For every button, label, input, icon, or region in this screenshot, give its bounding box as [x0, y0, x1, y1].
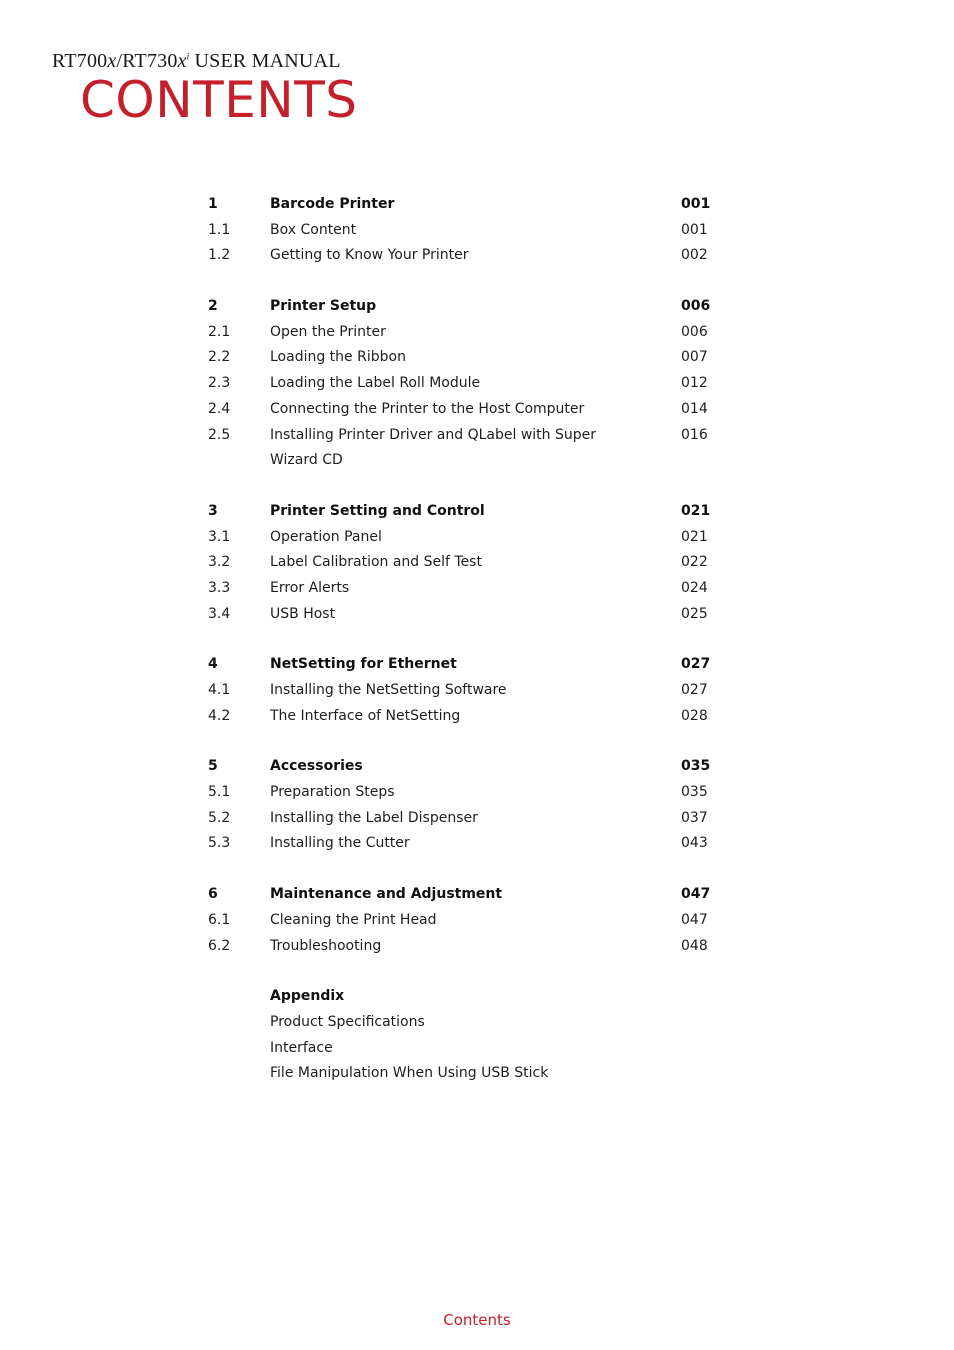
toc-chapter-row[interactable] — [208, 984, 728, 1010]
toc-item-row[interactable] — [208, 397, 728, 423]
chapter-number: 5 — [208, 758, 218, 775]
toc-chapter-row[interactable] — [208, 294, 728, 320]
toc-item-row[interactable] — [208, 780, 728, 806]
item-title: Installing the NetSetting Software — [270, 682, 507, 699]
table-of-contents — [208, 192, 728, 1112]
page-number: 047 — [681, 911, 708, 928]
toc-section — [208, 754, 728, 857]
model-name-2: RT730 — [122, 50, 178, 72]
toc-chapter-row[interactable] — [208, 192, 728, 218]
toc-chapter-row[interactable] — [208, 652, 728, 678]
toc-item-row[interactable] — [208, 345, 728, 371]
toc-item-row[interactable] — [208, 423, 728, 474]
item-title: Interface — [270, 1039, 333, 1056]
toc-section — [208, 294, 728, 474]
toc-item-row[interactable] — [208, 550, 728, 576]
toc-item-row[interactable] — [208, 320, 728, 346]
page-number: 048 — [681, 937, 708, 954]
item-number: 6.1 — [208, 911, 231, 928]
toc-chapter-row[interactable] — [208, 499, 728, 525]
model-suffix-2: x — [177, 50, 187, 72]
toc-item-row[interactable] — [208, 243, 728, 269]
chapter-number: 4 — [208, 656, 218, 673]
page-title: CONTENTS — [80, 71, 358, 129]
item-title: Loading the Ribbon — [270, 349, 406, 366]
footer-label: Contents — [443, 1311, 511, 1329]
toc-item-row[interactable] — [208, 806, 728, 832]
page-number: 022 — [681, 554, 708, 571]
page-number: 025 — [681, 605, 708, 622]
page-number: 028 — [681, 707, 708, 724]
chapter-title: Maintenance and Adjustment — [270, 886, 503, 903]
toc-section — [208, 882, 728, 959]
item-title: Installing the Cutter — [270, 835, 410, 852]
toc-item-row[interactable] — [208, 831, 728, 857]
page-number: 001 — [681, 196, 711, 212]
item-title: Getting to Know Your Printer — [270, 247, 469, 264]
chapter-title: Barcode Printer — [270, 196, 395, 212]
item-number: 2.3 — [208, 375, 231, 392]
item-title: The Interface of NetSetting — [270, 707, 461, 724]
page-number: 047 — [681, 886, 711, 903]
chapter-number: 3 — [208, 502, 218, 519]
item-title: Error Alerts — [270, 579, 350, 596]
item-number: 6.2 — [208, 937, 231, 954]
chapter-title: Printer Setup — [270, 298, 377, 315]
page-number: 014 — [681, 400, 708, 417]
page-number: 043 — [681, 835, 708, 852]
item-title: Installing the Label Dispenser — [270, 809, 478, 826]
item-number: 4.2 — [208, 707, 231, 724]
toc-item-row[interactable] — [208, 371, 728, 397]
item-title: Connecting the Printer to the Host Computer — [270, 400, 585, 417]
chapter-title: Appendix — [270, 988, 345, 1005]
page-number: 035 — [681, 758, 711, 775]
page-number: 012 — [681, 375, 708, 392]
item-number: 2.1 — [208, 323, 231, 340]
item-number: 2.2 — [208, 349, 231, 366]
item-number: 1.1 — [208, 221, 231, 238]
page-number: 027 — [681, 656, 711, 673]
toc-section — [208, 192, 728, 269]
manual-label: USER MANUAL — [189, 50, 341, 72]
page-number: 024 — [681, 579, 708, 596]
toc-item-row[interactable] — [208, 1010, 728, 1036]
model-mark: i — [186, 51, 190, 62]
page-number: 021 — [681, 502, 711, 519]
item-title: Box Content — [270, 221, 357, 238]
model-name-1: RT700 — [52, 50, 108, 72]
item-title: Product Specifications — [270, 1013, 425, 1030]
item-title: Troubleshooting — [270, 937, 382, 954]
item-number: 3.4 — [208, 605, 231, 622]
chapter-number: 2 — [208, 298, 218, 315]
toc-item-row[interactable] — [208, 908, 728, 934]
page-number: 035 — [681, 784, 708, 801]
item-title: Loading the Label Roll Module — [270, 375, 481, 392]
item-number: 2.5 — [208, 426, 231, 443]
item-title: Open the Printer — [270, 323, 386, 340]
item-title: Preparation Steps — [270, 784, 395, 801]
page-number: 016 — [681, 426, 708, 443]
toc-item-row[interactable] — [208, 934, 728, 960]
toc-item-row[interactable] — [208, 602, 728, 628]
item-title: Cleaning the Print Head — [270, 911, 437, 928]
toc-item-row[interactable] — [208, 576, 728, 602]
item-number: 5.2 — [208, 809, 231, 826]
model-separator: / — [116, 50, 123, 72]
page-number: 007 — [681, 349, 708, 366]
chapter-title: NetSetting for Ethernet — [270, 656, 457, 673]
page-number: 006 — [681, 298, 711, 315]
item-number: 1.2 — [208, 247, 231, 264]
item-number: 2.4 — [208, 400, 231, 417]
model-suffix-1: x — [107, 50, 117, 72]
chapter-number: 1 — [208, 196, 218, 212]
item-number: 3.3 — [208, 579, 231, 596]
toc-item-row[interactable] — [208, 704, 728, 730]
toc-section — [208, 984, 728, 1087]
item-number: 4.1 — [208, 682, 231, 699]
item-number: 3.1 — [208, 528, 231, 545]
toc-item-row[interactable] — [208, 218, 728, 244]
toc-item-row[interactable] — [208, 678, 728, 704]
page-number: 001 — [681, 221, 708, 238]
item-title: USB Host — [270, 605, 336, 622]
toc-item-row[interactable] — [208, 1036, 728, 1062]
item-number: 5.3 — [208, 835, 231, 852]
page-number: 002 — [681, 247, 708, 264]
chapter-title: Printer Setting and Control — [270, 502, 485, 519]
page-number: 027 — [681, 682, 708, 699]
toc-section — [208, 652, 728, 729]
toc-item-row[interactable] — [208, 1061, 728, 1087]
item-title: File Manipulation When Using USB Stick — [270, 1065, 549, 1082]
toc-chapter-row[interactable] — [208, 754, 728, 780]
item-number: 3.2 — [208, 554, 231, 571]
page-number: 006 — [681, 323, 708, 340]
chapter-title: Accessories — [270, 758, 363, 775]
item-number: 5.1 — [208, 784, 231, 801]
chapter-number: 6 — [208, 886, 218, 903]
page-number: 037 — [681, 809, 708, 826]
toc-item-row[interactable] — [208, 525, 728, 551]
page-number: 021 — [681, 528, 708, 545]
item-title: Installing Printer Driver and QLabel with Super Wizard CD — [270, 426, 596, 469]
item-title: Label Calibration and Self Test — [270, 554, 482, 571]
toc-section — [208, 499, 728, 627]
item-title: Operation Panel — [270, 528, 382, 545]
toc-chapter-row[interactable] — [208, 882, 728, 908]
